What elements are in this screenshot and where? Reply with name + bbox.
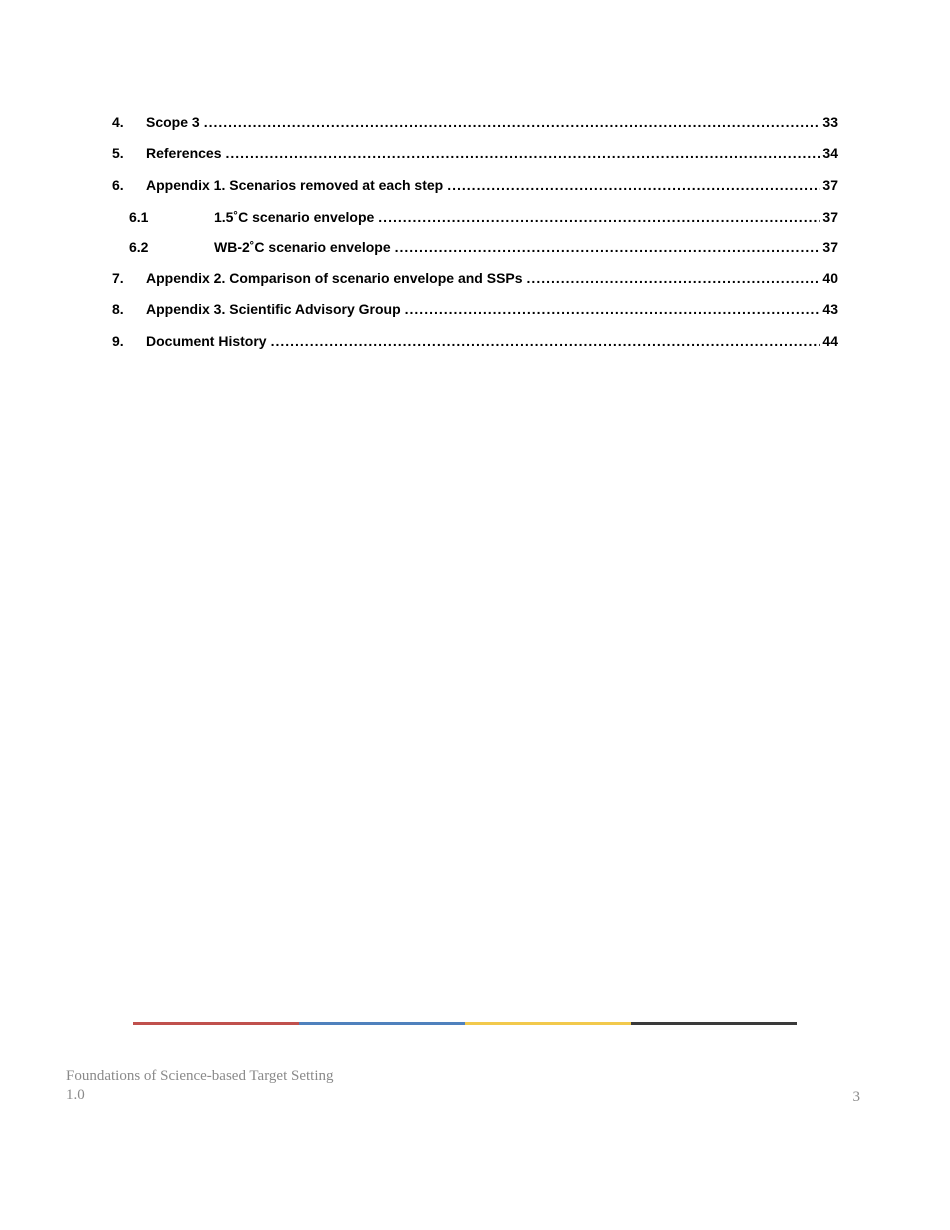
- toc-leader-dots: [226, 143, 821, 163]
- toc-leader-dots: [271, 331, 821, 351]
- table-of-contents: [112, 112, 838, 351]
- toc-entry-1-5c-envelope[interactable]: [112, 207, 838, 227]
- toc-leader-dots: [204, 112, 821, 132]
- toc-entry-number: 4.: [112, 114, 124, 130]
- footer-color-rule: [133, 1022, 797, 1025]
- toc-entry-references[interactable]: [112, 143, 838, 163]
- toc-entry-appendix-2[interactable]: [112, 268, 838, 288]
- toc-entry-page: 44: [822, 333, 838, 349]
- toc-entry-number: 6.1: [129, 209, 149, 225]
- toc-entry-scope-3[interactable]: [112, 112, 838, 132]
- toc-entry-wb-2c-envelope[interactable]: [112, 237, 838, 257]
- toc-leader-dots: [395, 237, 821, 257]
- toc-entry-title: WB-2˚C scenario envelope: [214, 239, 391, 255]
- toc-entry-number: 9.: [112, 333, 124, 349]
- toc-entry-title: Scope 3: [146, 114, 200, 130]
- toc-entry-page: 34: [822, 145, 838, 161]
- toc-leader-dots: [378, 207, 820, 227]
- toc-leader-dots: [447, 175, 820, 195]
- toc-entry-appendix-3[interactable]: [112, 299, 838, 319]
- toc-entry-page: 37: [822, 209, 838, 225]
- toc-entry-title: 1.5˚C scenario envelope: [214, 209, 375, 225]
- toc-entry-page: 33: [822, 114, 838, 130]
- toc-entry-title: Appendix 2. Comparison of scenario envelope and SSPs: [146, 270, 523, 286]
- toc-leader-dots: [527, 268, 821, 288]
- toc-entry-page: 37: [822, 239, 838, 255]
- toc-entry-page: 40: [822, 270, 838, 286]
- toc-entry-title: Appendix 1. Scenarios removed at each step: [146, 177, 444, 193]
- toc-entry-number: 7.: [112, 270, 124, 286]
- toc-entry-number: 6.: [112, 177, 124, 193]
- toc-entry-number: 8.: [112, 301, 124, 317]
- footer-document-title: Foundations of Science-based Target Setting: [66, 1068, 334, 1084]
- footer-rule-segment-blue: [299, 1022, 465, 1025]
- footer-rule-segment-dark: [631, 1022, 797, 1025]
- toc-entry-number: 5.: [112, 145, 124, 161]
- toc-entry-page: 37: [822, 177, 838, 193]
- toc-entry-appendix-1[interactable]: [112, 175, 838, 195]
- footer-rule-segment-yellow: [465, 1022, 631, 1025]
- toc-entry-document-history[interactable]: [112, 331, 838, 351]
- toc-entry-title: Appendix 3. Scientific Advisory Group: [146, 301, 401, 317]
- toc-entry-title: References: [146, 145, 222, 161]
- toc-entry-page: 43: [822, 301, 838, 317]
- toc-entry-number: 6.2: [129, 239, 149, 255]
- page-number: 3: [852, 1089, 860, 1105]
- toc-leader-dots: [405, 299, 821, 319]
- footer-rule-segment-red: [133, 1022, 299, 1025]
- footer-version: 1.0: [66, 1087, 85, 1103]
- toc-entry-title: Document History: [146, 333, 267, 349]
